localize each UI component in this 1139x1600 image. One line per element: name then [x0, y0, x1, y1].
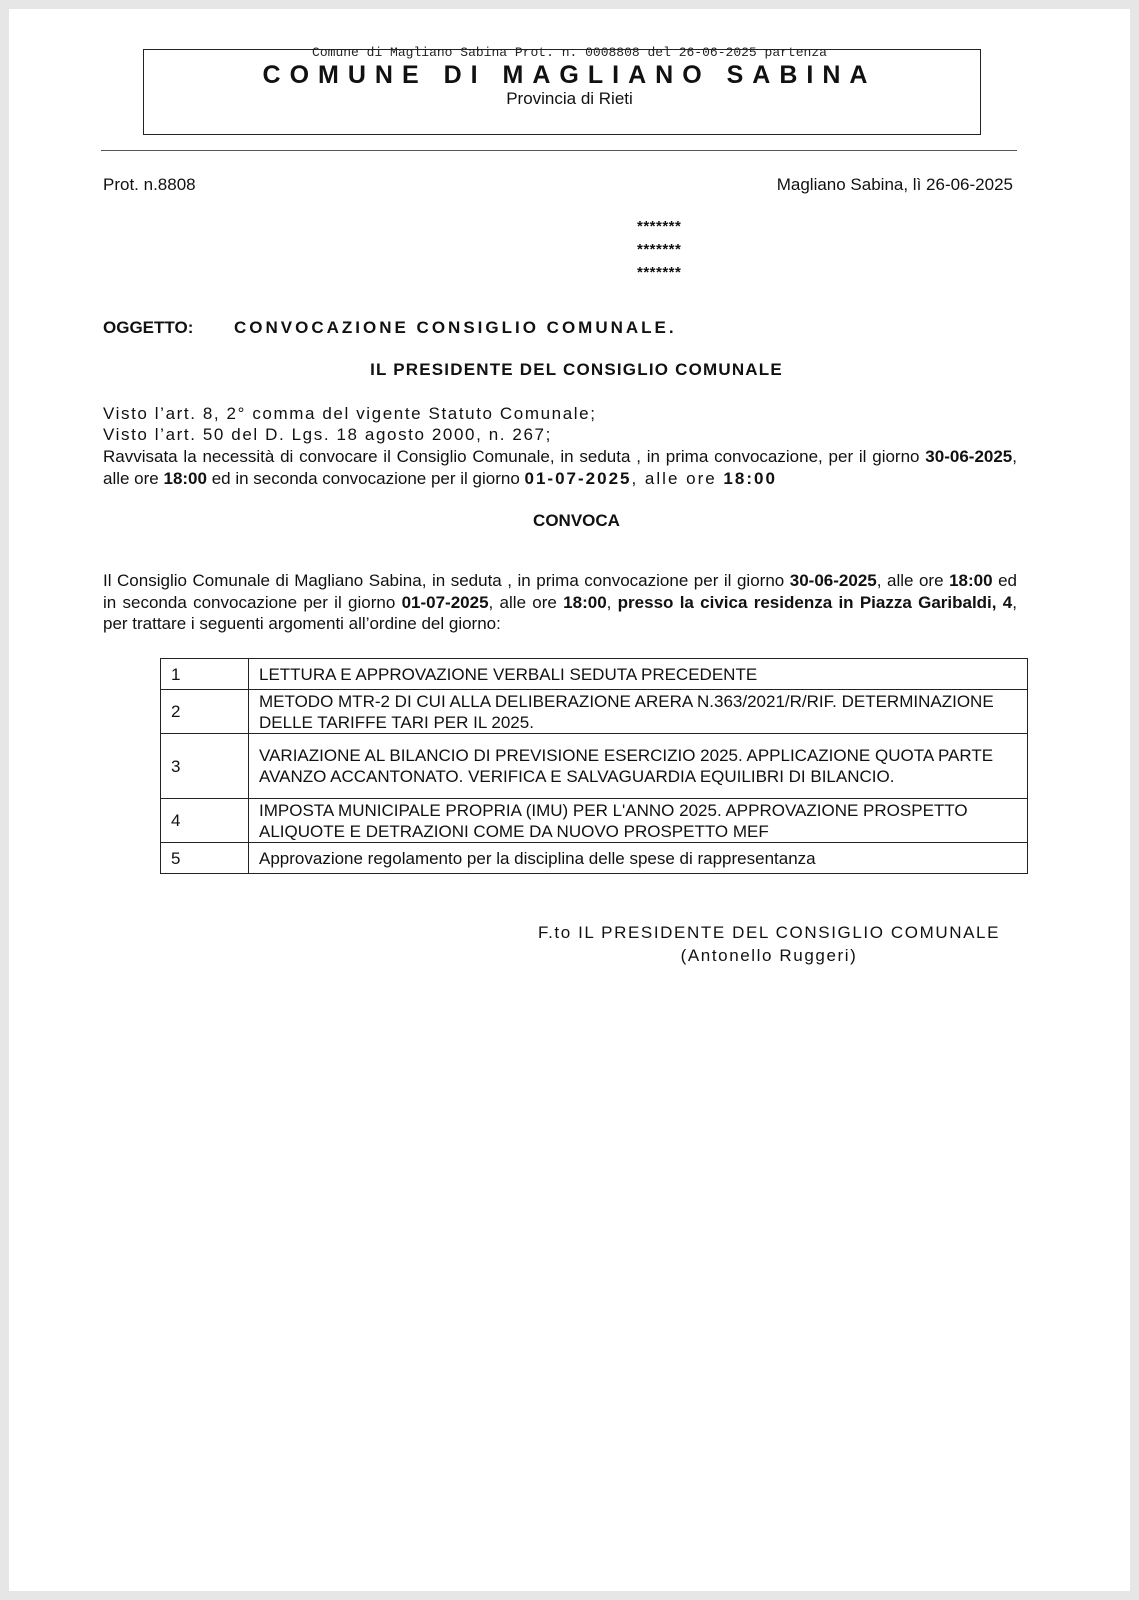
text-span: ed in seconda convocazione per il giorno [103, 571, 1017, 612]
table-row [161, 690, 1028, 734]
text-span: , alle ore [876, 571, 950, 590]
placeholder-line: ******* [637, 218, 682, 235]
preamble-visto-2: Visto l’art. 50 del D. Lgs. 18 agosto 2000, n. 267; [103, 425, 552, 444]
agenda-number: 5 [161, 843, 249, 874]
table-row [161, 843, 1028, 874]
protocol-stamp: Comune di Magliano Sabina Prot. n. 0008808 del 26-06-2025 partenza [312, 45, 827, 60]
text-span: , per trattare i seguenti argomenti all’ordine del giorno: [103, 592, 1017, 633]
header-divider [101, 150, 1017, 151]
table-row [161, 734, 1028, 799]
agenda-number: 3 [161, 734, 249, 799]
placeholder-line: ******* [637, 241, 682, 258]
first-date: 30-06-2025 [789, 571, 877, 590]
protocol-number: Prot. n.8808 [103, 175, 196, 194]
preamble-visto-1: Visto l’art. 8, 2° comma del vigente Statuto Comunale; [103, 404, 597, 423]
first-time: 18:00 [163, 469, 207, 488]
second-date: 01-07-2025 [524, 469, 632, 488]
subject-text: CONVOCAZIONE CONSIGLIO COMUNALE. [234, 318, 677, 337]
placeholder-line: ******* [637, 264, 682, 281]
document-page [9, 9, 1130, 1591]
second-time: 18:00 [563, 592, 607, 612]
recipient-placeholders [637, 215, 681, 284]
agenda-item: IMPOSTA MUNICIPALE PROPRIA (IMU) PER L'ANNO 2025. APPROVAZIONE PROSPETTO ALIQUOTE E DETRAZIONI COME DA NUOVO PROSPETTO MEF [249, 799, 1028, 843]
second-time: 18:00 [723, 469, 777, 488]
second-date: 01-07-2025 [401, 592, 489, 612]
text-span: , [606, 592, 618, 612]
text-span: Il Consiglio Comunale di Magliano Sabina, in seduta , in prima convocazione per il giorno [103, 571, 790, 590]
president-heading: IL PRESIDENTE DEL CONSIGLIO COMUNALE [370, 360, 783, 379]
text-span: , alle ore [103, 447, 1017, 488]
signature-name: (Antonello Ruggeri) [680, 946, 858, 965]
signature-block [509, 921, 1029, 967]
agenda-number: 1 [161, 659, 249, 690]
first-date: 30-06-2025 [925, 447, 1013, 466]
convoca-heading: CONVOCA [533, 511, 620, 530]
agenda-item: Approvazione regolamento per la disciplina delle spese di rappresentanza [249, 843, 1028, 874]
text-span: ed in seconda convocazione per il giorno [206, 469, 525, 488]
subject-label: OGGETTO: [103, 318, 194, 337]
table-row [161, 659, 1028, 690]
first-time: 18:00 [949, 571, 993, 590]
table-row [161, 799, 1028, 843]
province-subtitle: Provincia di Rieti [506, 89, 633, 108]
meeting-location: presso la civica residenza in Piazza Garibaldi, 4 [617, 592, 1013, 612]
agenda-item: METODO MTR-2 DI CUI ALLA DELIBERAZIONE ARERA N.363/2021/R/RIF. DETERMINAZIONE DELLE TARIFFE TARI PER IL 2025. [249, 690, 1028, 734]
agenda-item: LETTURA E APPROVAZIONE VERBALI SEDUTA PRECEDENTE [249, 659, 1028, 690]
convoca-body [103, 570, 1017, 635]
agenda-number: 2 [161, 690, 249, 734]
place-date: Magliano Sabina, lì 26-06-2025 [776, 175, 1013, 194]
signature-title: F.to IL PRESIDENTE DEL CONSIGLIO COMUNALE [537, 923, 1001, 942]
text-span: , alle ore [631, 469, 724, 488]
text-span: , alle ore [488, 592, 564, 612]
agenda-table [160, 658, 1028, 874]
preamble-ravvisata [103, 446, 1017, 490]
agenda-number: 4 [161, 799, 249, 843]
agenda-item: VARIAZIONE AL BILANCIO DI PREVISIONE ESERCIZIO 2025. APPLICAZIONE QUOTA PARTE AVANZO ACCANTONATO. VERIFICA E SALVAGUARDIA EQUILIBRI DI BILANCIO. [249, 734, 1028, 799]
text-span: Ravvisata la necessità di convocare il Consiglio Comunale, in seduta , in prima convocazione, per il giorno [103, 447, 926, 466]
town-title: COMUNE DI MAGLIANO SABINA [262, 61, 877, 89]
